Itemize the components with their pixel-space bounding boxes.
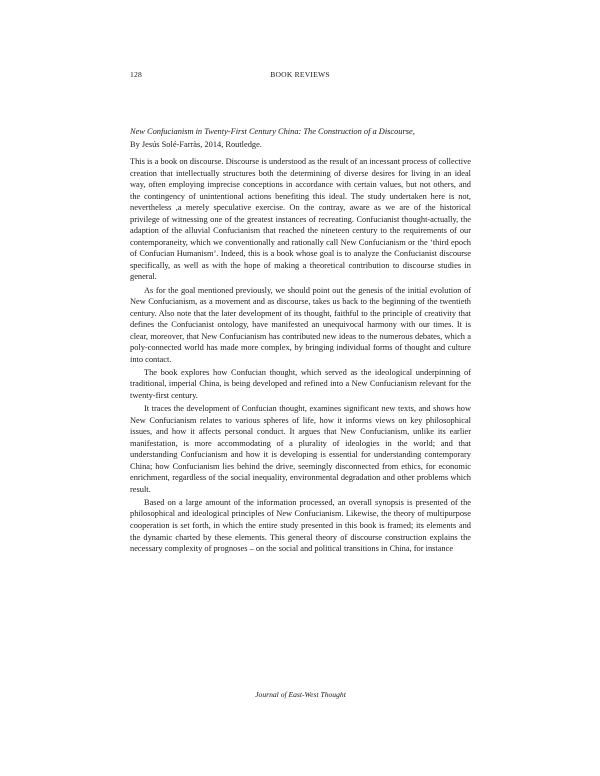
- reviewed-book-title: New Confucianism in Twenty-First Century China: The Construction of a Discourse,: [130, 127, 415, 136]
- body-paragraph: The book explores how Confucian thought, which served as the ideological underpinning of traditional, imperial China, is being developed and refined into a New Confucianism relevant for the twenty-first century.: [130, 367, 471, 400]
- running-header: [130, 70, 470, 84]
- journal-footer: Journal of East-West Thought: [255, 690, 346, 699]
- body-paragraph: As for the goal mentioned previously, we should point out the genesis of the initial evolution of New Confucianism, as a movement and as discourse, takes us back to the beginning of the twentieth century. Also note that the later development of its thought, faithful to the principle of creativity that defines the Confucianist ontology, have manifested an unequivocal harmony with our times. It is clear, moreover, that New Confucianism has contributed new ideas to the numerous debates, which a poly-connected world has made more complex, by bringing individual forms of thought and culture into contact.: [130, 285, 471, 364]
- body-paragraph: Based on a large amount of the information processed, an overall synopsis is presented of the philosophical and ideological principles of New Confucianism. Likewise, the theory of multipurpose cooperation is set forth, in which the entire study presented in this book is framed; its elements and the dynamic charted by these elements. This general theory of discourse construction explains the necessary complexity of prognoses – on the social and political transitions in China, for instance: [130, 497, 471, 554]
- running-title: BOOK REVIEWS: [270, 70, 330, 79]
- body-paragraph: This is a book on discourse. Discourse is understood as the result of an incessant process of collective creation that intellectually structures both the determining of diverse desires for living in an ideal way, often employing imprecise conceptions in accordance with certain values, but not others, and the contingency of unintentional actions benefiting this ideal. The study undertaken here is not, nevertheless ,a merely speculative exercise. On the contray, aware as we are of the historical privilege of witnessing one of the greatest instances of recreating. Confucianist thought-actually, the adaption of the alluvial Confucianism that reached the nineteen century to the requirements of our contemporaneity, which we conventionally and rationally call New Confucianism or the ‘third epoch of Confucian Humanism’. Indeed, this is a book whose goal is to analyze the Confucianist discourse specifically, as well as with the hope of making a theoretical contribution to discourse studies in general.: [130, 157, 471, 282]
- body-paragraph: It traces the development of Confucian thought, examines significant new texts, and shows how New Confucianism relates to various spheres of life, how it informs views on key philosophical issues, and how it affects personal conduct. It argues that New Confucianism, unlike its earlier manifestation, is more accommodating of a plurality of ideologies in the world; and that understanding Confucianism and how it is developing is essential for understanding contemporary China; how Confucianism lies behind the drive, seemingly disconnected from ethics, for economic enrichment, regardless of the social inequality, environmental degradation and other problems which result.: [130, 403, 471, 494]
- reviewed-book-details: By Jesús Solé-Farràs, 2014, Routledge.: [130, 139, 262, 149]
- review-body: [130, 156, 471, 556]
- book-citation: [130, 126, 471, 151]
- page-number: 128: [130, 70, 142, 79]
